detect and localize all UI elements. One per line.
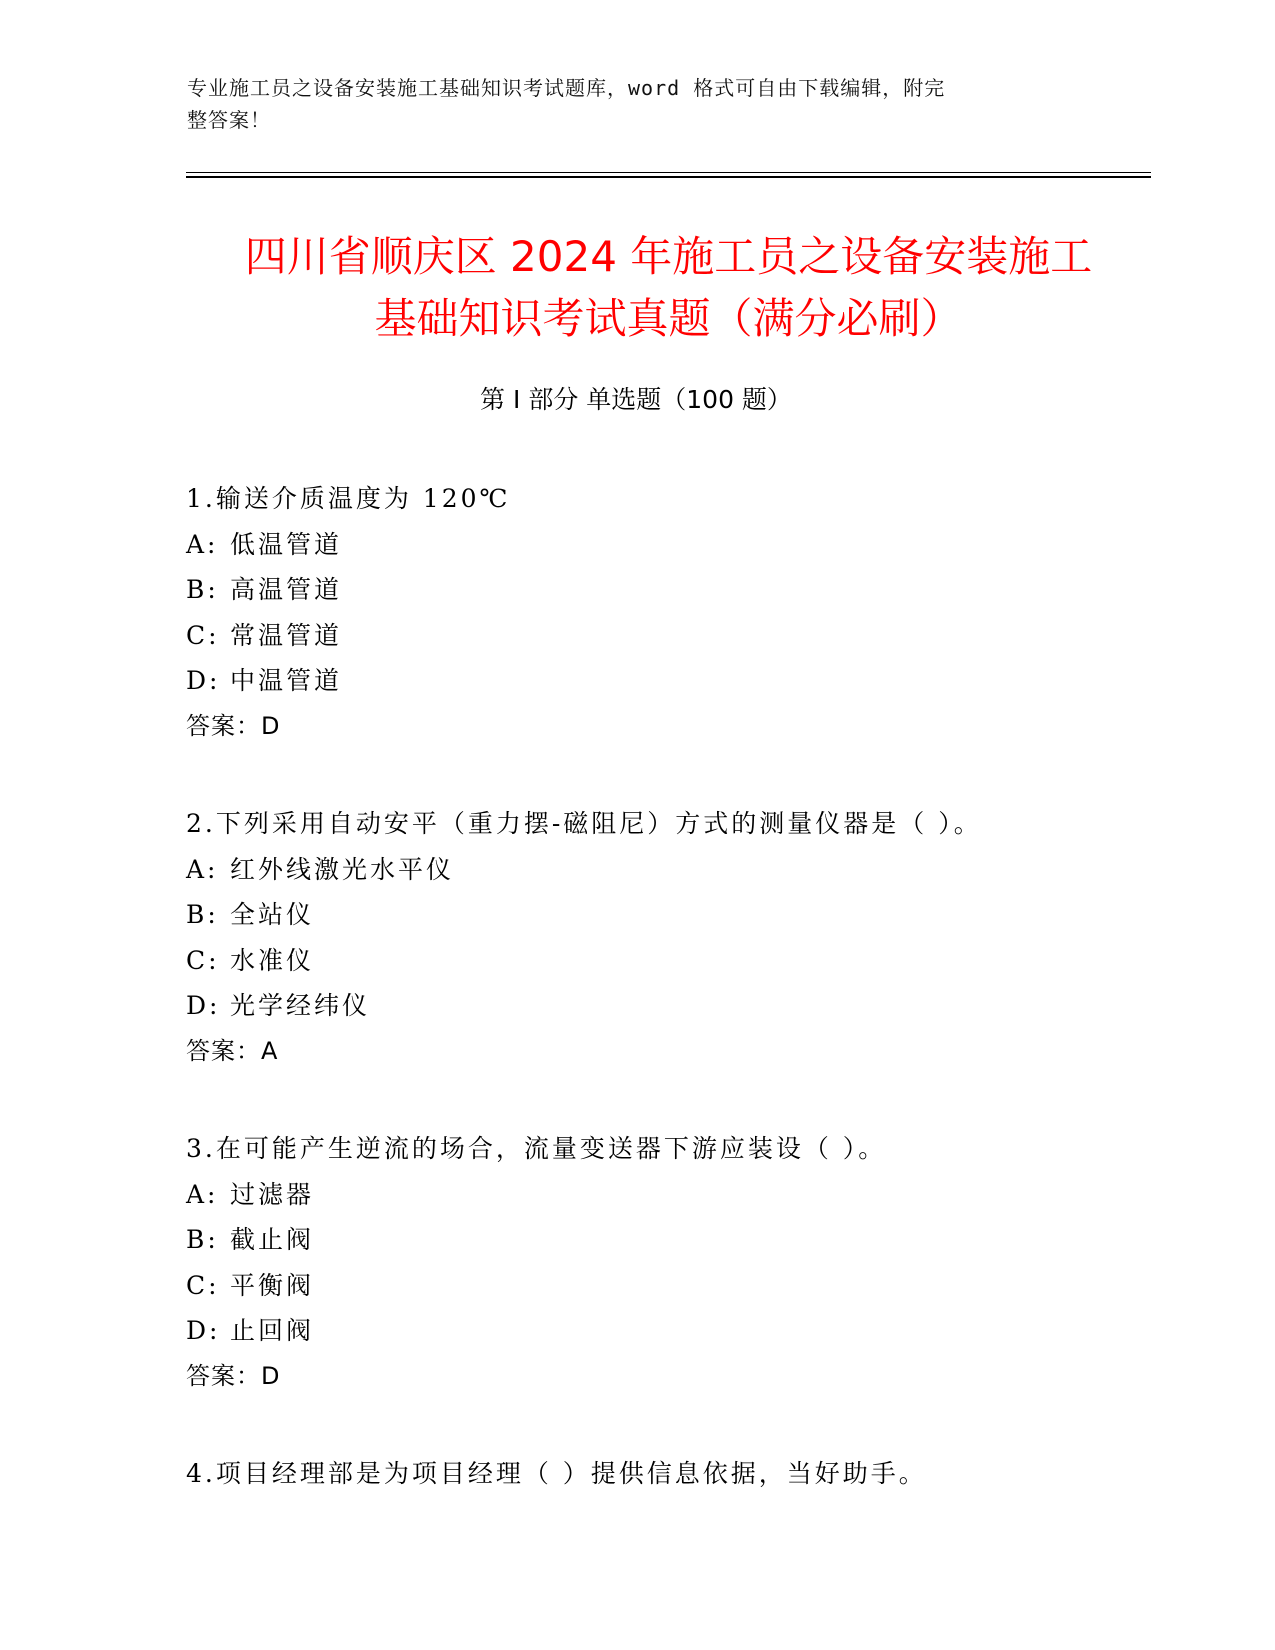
option-text: 全站仪 — [230, 900, 315, 929]
answer: 答案：D — [186, 711, 281, 740]
option-c — [186, 938, 1146, 984]
document-title — [186, 226, 1151, 350]
header-rule-thick — [186, 176, 1151, 178]
question-list — [186, 476, 1146, 1549]
option-key: A: — [186, 854, 219, 884]
option-key: A: — [186, 1179, 219, 1209]
option-a — [186, 522, 1146, 568]
option-b — [186, 892, 1146, 938]
option-text: 低温管道 — [230, 529, 343, 559]
section-heading: 第 I 部分 单选题（100 题） — [480, 385, 792, 414]
option-key: C: — [186, 620, 220, 650]
header-rule-thin — [186, 172, 1151, 173]
option-d — [186, 983, 1146, 1029]
question-3 — [186, 1126, 1146, 1399]
option-c — [186, 1263, 1146, 1309]
option-a — [186, 847, 1146, 893]
header-note-line-1: 专业施工员之设备安装施工基础知识考试题库，word 格式可自由下载编辑，附完 — [187, 76, 946, 100]
option-text: 水准仪 — [230, 945, 315, 975]
question-2 — [186, 801, 1146, 1074]
option-key: A: — [186, 529, 219, 559]
document-title-line-2: 基础知识考试真题（满分必刷） — [374, 294, 963, 343]
header-note-line-2: 整答案！ — [187, 108, 271, 132]
option-text: 光学经纬仪 — [230, 991, 371, 1020]
option-key: D: — [186, 991, 221, 1020]
option-text: 红外线激光水平仪 — [230, 854, 455, 884]
option-text: 止回阀 — [230, 1316, 315, 1345]
option-text: 截止阀 — [230, 1225, 315, 1254]
option-key: D: — [186, 1316, 221, 1345]
question-stem: 4.项目经理部是为项目经理（ ）提供信息依据，当好助手。 — [186, 1459, 927, 1488]
option-key: B: — [186, 1225, 219, 1254]
question-4 — [186, 1451, 1146, 1497]
option-text: 高温管道 — [230, 575, 343, 604]
question-stem: 1.输送介质温度为 120℃ — [186, 484, 511, 513]
option-key: D: — [186, 666, 221, 695]
answer: 答案：A — [186, 1036, 279, 1065]
question-stem: 3.在可能产生逆流的场合，流量变送器下游应装设（ ）。 — [186, 1134, 887, 1163]
option-key: B: — [186, 575, 219, 604]
option-text: 过滤器 — [230, 1179, 315, 1209]
header-note — [187, 72, 1067, 136]
option-b — [186, 1217, 1146, 1263]
option-text: 平衡阀 — [230, 1270, 315, 1300]
option-a — [186, 1172, 1146, 1218]
option-c — [186, 613, 1146, 659]
question-1 — [186, 476, 1146, 749]
answer: 答案：D — [186, 1361, 281, 1390]
option-d — [186, 1308, 1146, 1354]
option-d — [186, 658, 1146, 704]
option-b — [186, 567, 1146, 613]
question-stem: 2.下列采用自动安平（重力摆-磁阻尼）方式的测量仪器是（ ）。 — [186, 809, 982, 838]
option-text: 常温管道 — [230, 620, 343, 650]
document-title-line-1: 四川省顺庆区 2024 年施工员之设备安装施工 — [244, 232, 1093, 281]
option-key: C: — [186, 1270, 220, 1300]
option-key: C: — [186, 945, 220, 975]
option-key: B: — [186, 900, 219, 929]
option-text: 中温管道 — [230, 666, 343, 695]
